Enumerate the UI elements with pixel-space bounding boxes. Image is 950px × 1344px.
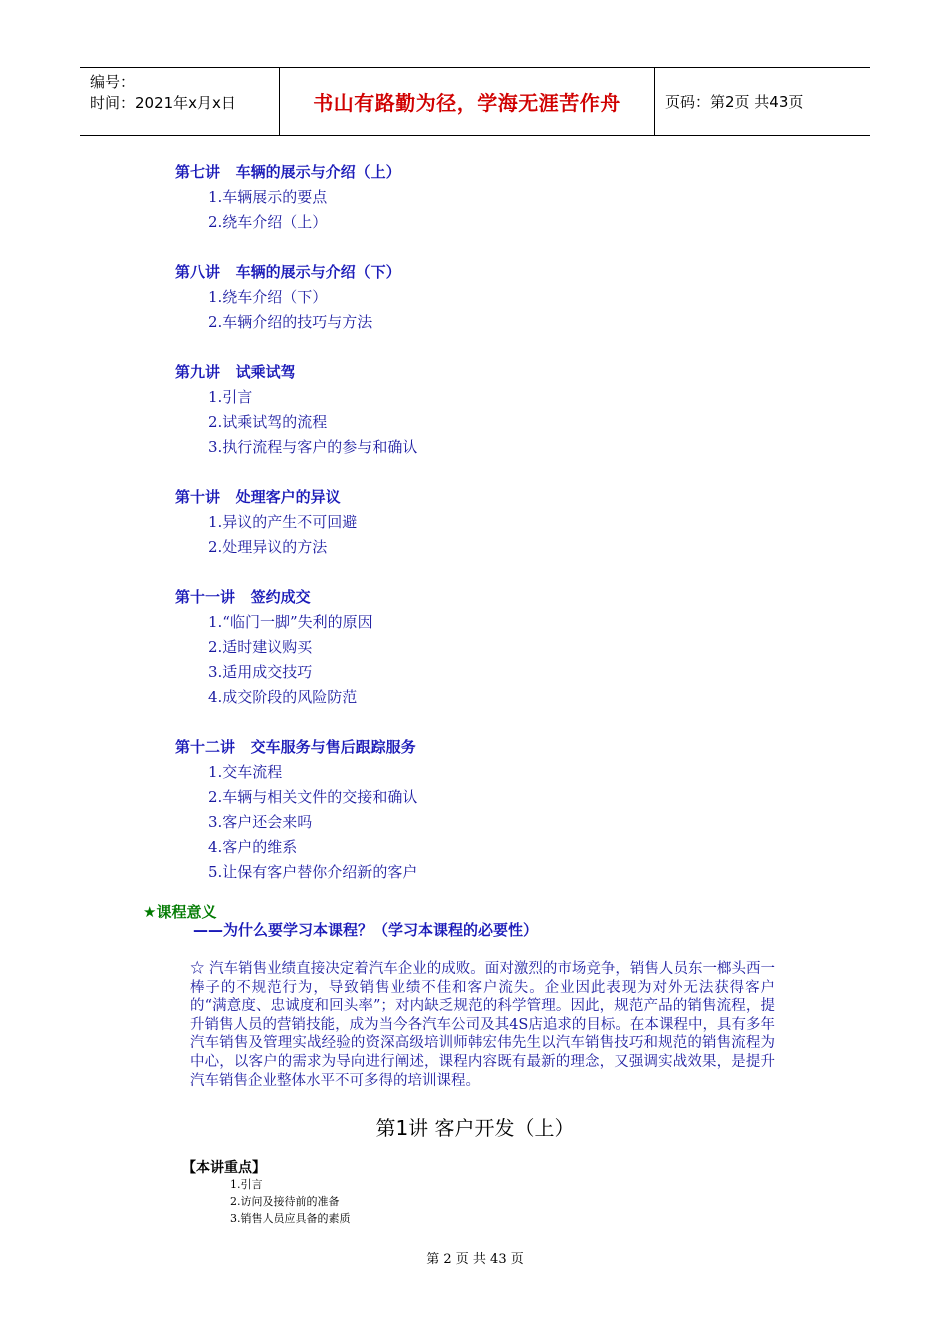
focus-item: 3.销售人员应具备的素质: [230, 1212, 351, 1225]
lecture-item: 5.让保有客户替你介绍新的客户: [208, 863, 418, 881]
lecture-block: [175, 260, 417, 335]
lecture-item: 3.适用成交技巧: [208, 663, 313, 681]
number-label: 编号：: [90, 73, 136, 91]
lecture-block: [175, 585, 417, 710]
meaning-heading: ★课程意义: [143, 903, 217, 921]
lecture-item: 2.绕车介绍（上）: [208, 213, 328, 231]
lecture-title: 第十二讲 交车服务与售后跟踪服务: [175, 738, 416, 756]
lecture-item: 1.异议的产生不可回避: [208, 513, 358, 531]
lecture-item: 4.成交阶段的风险防范: [208, 688, 358, 706]
lecture-title: 第八讲 车辆的展示与介绍（下）: [175, 263, 401, 281]
lecture-title: 第十一讲 签约成交: [175, 588, 311, 606]
lecture-item: 2.车辆介绍的技巧与方法: [208, 313, 373, 331]
page-label: 页码：第2页 共43页: [665, 93, 804, 111]
meaning-subheading: ——为什么要学习本课程？（学习本课程的必要性）: [193, 921, 539, 939]
lecture-block: [175, 160, 417, 235]
motto: 书山有路勤为径，学海无涯苦作舟: [280, 68, 655, 135]
lecture-1-title: 第1讲 客户开发（上）: [375, 1116, 575, 1140]
lecture-block: [175, 360, 417, 460]
lecture-item: 1.绕车介绍（下）: [208, 288, 328, 306]
lecture-item: 2.适时建议购买: [208, 638, 313, 656]
lecture-item: 1.引言: [208, 388, 253, 406]
lecture-item: 4.客户的维系: [208, 838, 298, 856]
meaning-paragraph: ☆ 汽车销售业绩直接决定着汽车企业的成败。面对激烈的市场竞争，销售人员东一榔头西一棒子的不规范行为，导致销售业绩不佳和客户流失。企业因此表现为对外无法获得客户的“满意度、忠诚度和回头率”；对内缺乏规范的科学管理。因此，规范产品的销售流程，提升销售人员的营销技能，成为当今各汽车公司及其4S店追求的目标。在本课程中，具有多年汽车销售及管理实战经验的资深高级培训师韩宏伟先生以汽车销售技巧和规范的销售流程为中心，以客户的需求为导向进行阐述，课程内容既有最新的理念，又强调实战效果，是提升汽车销售企业整体水平不可多得的培训课程。: [190, 961, 775, 1089]
lecture-title: 第九讲 试乘试驾: [175, 363, 296, 381]
lecture-item: 1.“临门一脚”失利的原因: [208, 613, 373, 631]
lecture-block: [175, 485, 417, 560]
focus-list: [230, 1176, 351, 1227]
lecture-item: 1.车辆展示的要点: [208, 188, 328, 206]
lecture-item: 2.处理异议的方法: [208, 538, 328, 556]
focus-item: 2.访问及接待前的准备: [230, 1195, 340, 1208]
lecture-title: 第十讲 处理客户的异议: [175, 488, 341, 506]
lecture-item: 2.车辆与相关文件的交接和确认: [208, 788, 418, 806]
header-table: [80, 67, 870, 136]
lecture-item: 1.交车流程: [208, 763, 283, 781]
lecture-outline: [175, 160, 417, 910]
lecture-block: [175, 735, 417, 885]
lecture-item: 2.试乘试驾的流程: [208, 413, 328, 431]
header-left-cell: [80, 68, 280, 135]
time-label: 时间：2021年x月x日: [90, 94, 236, 112]
lecture-title: 第七讲 车辆的展示与介绍（上）: [175, 163, 401, 181]
focus-heading: 【本讲重点】: [182, 1160, 266, 1176]
lecture-item: 3.执行流程与客户的参与和确认: [208, 438, 418, 456]
lecture-item: 3.客户还会来吗: [208, 813, 313, 831]
focus-item: 1.引言: [230, 1178, 263, 1191]
page-footer: 第 2 页 共 43 页: [426, 1252, 524, 1267]
